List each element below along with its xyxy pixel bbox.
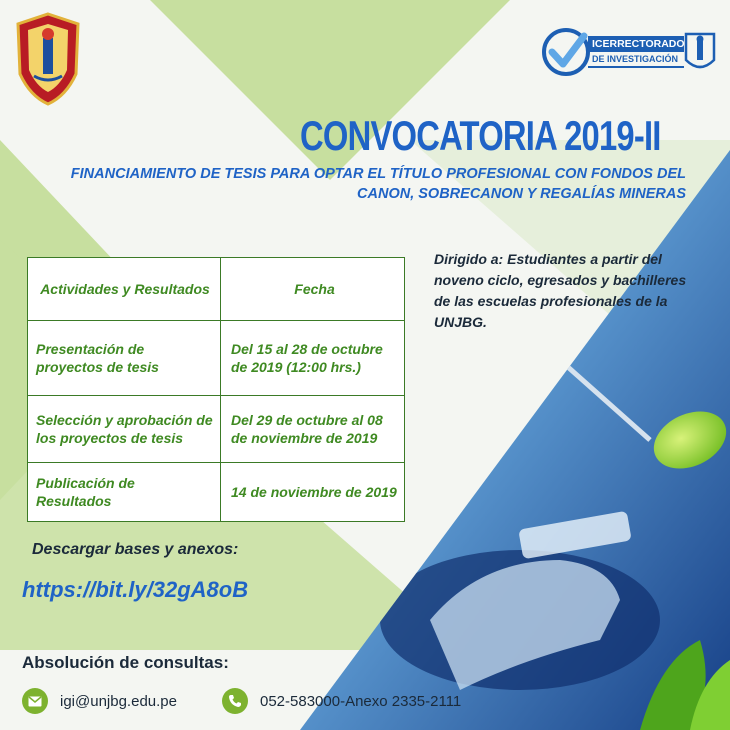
row-date: Del 15 al 28 de octubre de 2019 (12:00 hrs.): [221, 321, 405, 396]
page-title: CONVOCATORIA 2019-II: [300, 112, 661, 159]
vicerrectorado-name: [588, 36, 684, 68]
vicerrectorado-line1: ICERRECTORADO: [588, 36, 684, 52]
subtitle: [22, 164, 686, 204]
row-activity: Publicación de Resultados: [28, 463, 221, 522]
row-activity: Presentación de proyectos de tesis: [28, 321, 221, 396]
university-logo: [12, 12, 84, 106]
contact-label: Absolución de consultas:: [22, 653, 229, 672]
email-contact[interactable]: [22, 688, 177, 714]
phone-contact[interactable]: [222, 688, 461, 714]
table-row: [28, 321, 405, 396]
table-row: [28, 396, 405, 463]
header-date: Fecha: [221, 258, 405, 321]
phone-icon: [222, 688, 248, 714]
vicerrectorado-logo: [540, 26, 720, 82]
header-activity: Actividades y Resultados: [28, 258, 221, 321]
check-icon: [540, 26, 592, 78]
row-date: 14 de noviembre de 2019: [221, 463, 405, 522]
target-audience: Dirigido a: Estudiantes a partir del noveno ciclo, egresados y bachilleres de las escuelas profesionales de la UNJBG.: [434, 251, 687, 330]
schedule-table: [27, 257, 405, 522]
mail-icon: [22, 688, 48, 714]
table-row: [28, 463, 405, 522]
row-date: Del 29 de octubre al 08 de noviembre de 2019: [221, 396, 405, 463]
vicerrectorado-line2: DE INVESTIGACIÓN: [588, 52, 684, 68]
subtitle-line-2: CANON, SOBRECANON Y REGALÍAS MINERAS: [357, 186, 686, 202]
crest-icon: [682, 30, 718, 76]
subtitle-line-1: FINANCIAMIENTO DE TESIS PARA OPTAR EL TÍTULO PROFESIONAL CON FONDOS DEL: [70, 166, 686, 182]
download-link[interactable]: https://bit.ly/32gA8oB: [22, 577, 249, 602]
email-text: igi@unjbg.edu.pe: [60, 692, 177, 710]
table-header: [28, 258, 405, 321]
row-activity: Selección y aprobación de los proyectos de tesis: [28, 396, 221, 463]
phone-text: 052-583000-Anexo 2335-2111: [260, 692, 462, 710]
download-label: Descargar bases y anexos:: [32, 541, 239, 558]
